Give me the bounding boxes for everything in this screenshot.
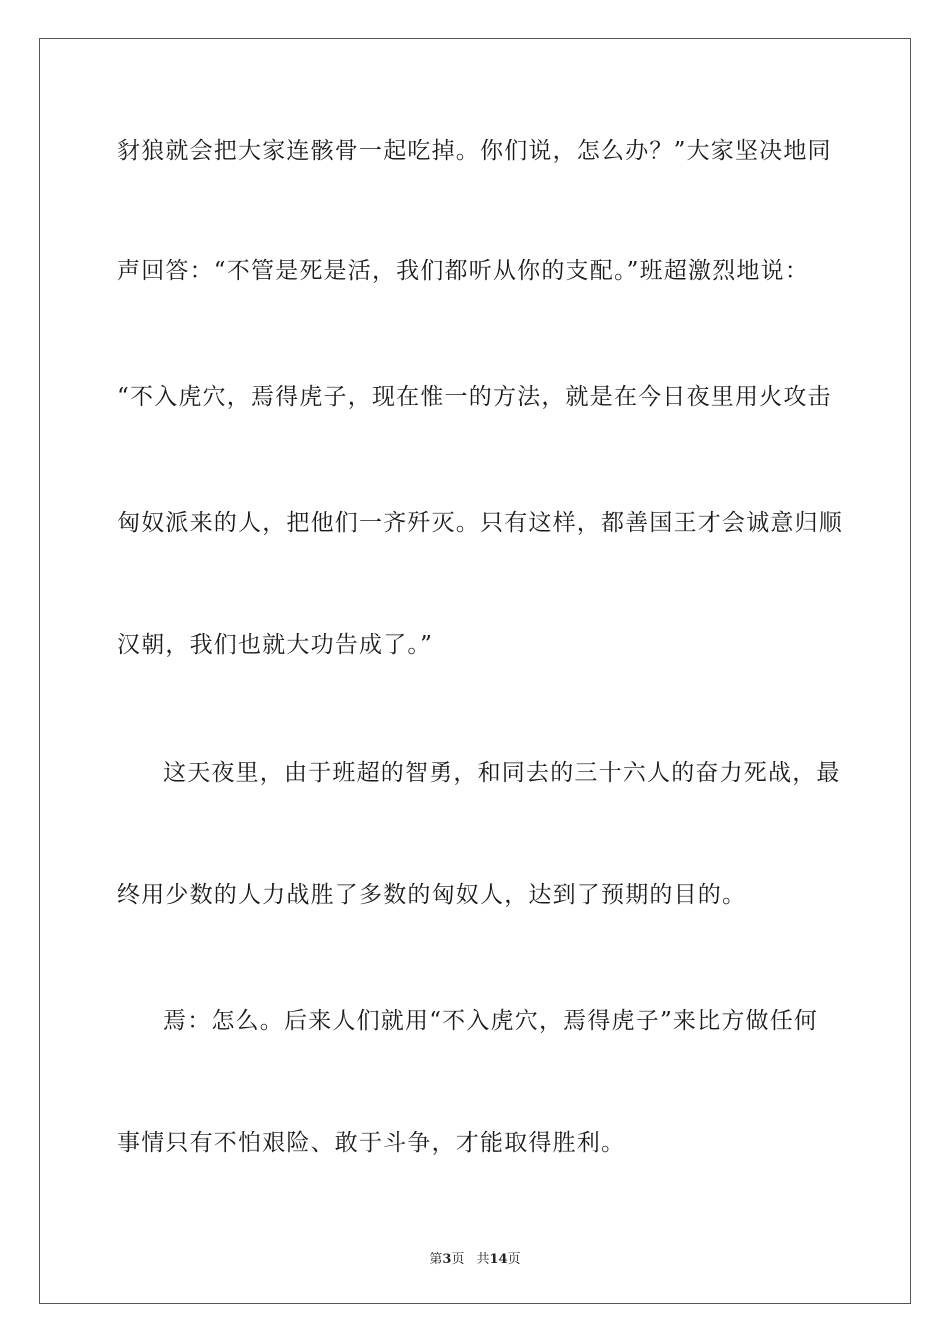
text-line-5: 汉朝，我们也就大功告成了。” — [117, 632, 434, 658]
text-line-6: 这天夜里，由于班超的智勇，和同去的三十六人的奋力死战，最 — [163, 760, 841, 786]
page-footer — [0, 1248, 950, 1267]
total-prefix: 共 — [476, 1252, 490, 1267]
text-line-7: 终用少数的人力战胜了多数的匈奴人，达到了预期的目的。 — [117, 882, 747, 908]
page-prefix: 第 — [429, 1252, 443, 1267]
page-suffix: 页 — [451, 1252, 465, 1267]
text-line-8: 焉：怎么。后来人们就用“不入虎穴，焉得虎子”来比方做任何 — [163, 1008, 819, 1034]
text-line-9: 事情只有不怕艰险、敢于斗争，才能取得胜利。 — [117, 1130, 626, 1156]
text-line-2: 声回答：“不管是死是活，我们都听从你的支配。”班超激烈地说： — [117, 258, 810, 284]
page-total-number: 14 — [489, 1252, 508, 1267]
text-line-3: “不入虎穴，焉得虎子，现在惟一的方法，就是在今日夜里用火攻击 — [117, 384, 832, 410]
text-line-1: 豺狼就会把大家连骸骨一起吃掉。你们说，怎么办？”大家坚决地同 — [117, 138, 832, 164]
total-suffix: 页 — [507, 1252, 521, 1267]
text-line-4: 匈奴派来的人，把他们一齐歼灭。只有这样，都善国王才会诚意归顺 — [117, 510, 843, 536]
page-current-number: 3 — [442, 1252, 452, 1267]
page-border — [39, 38, 911, 1304]
